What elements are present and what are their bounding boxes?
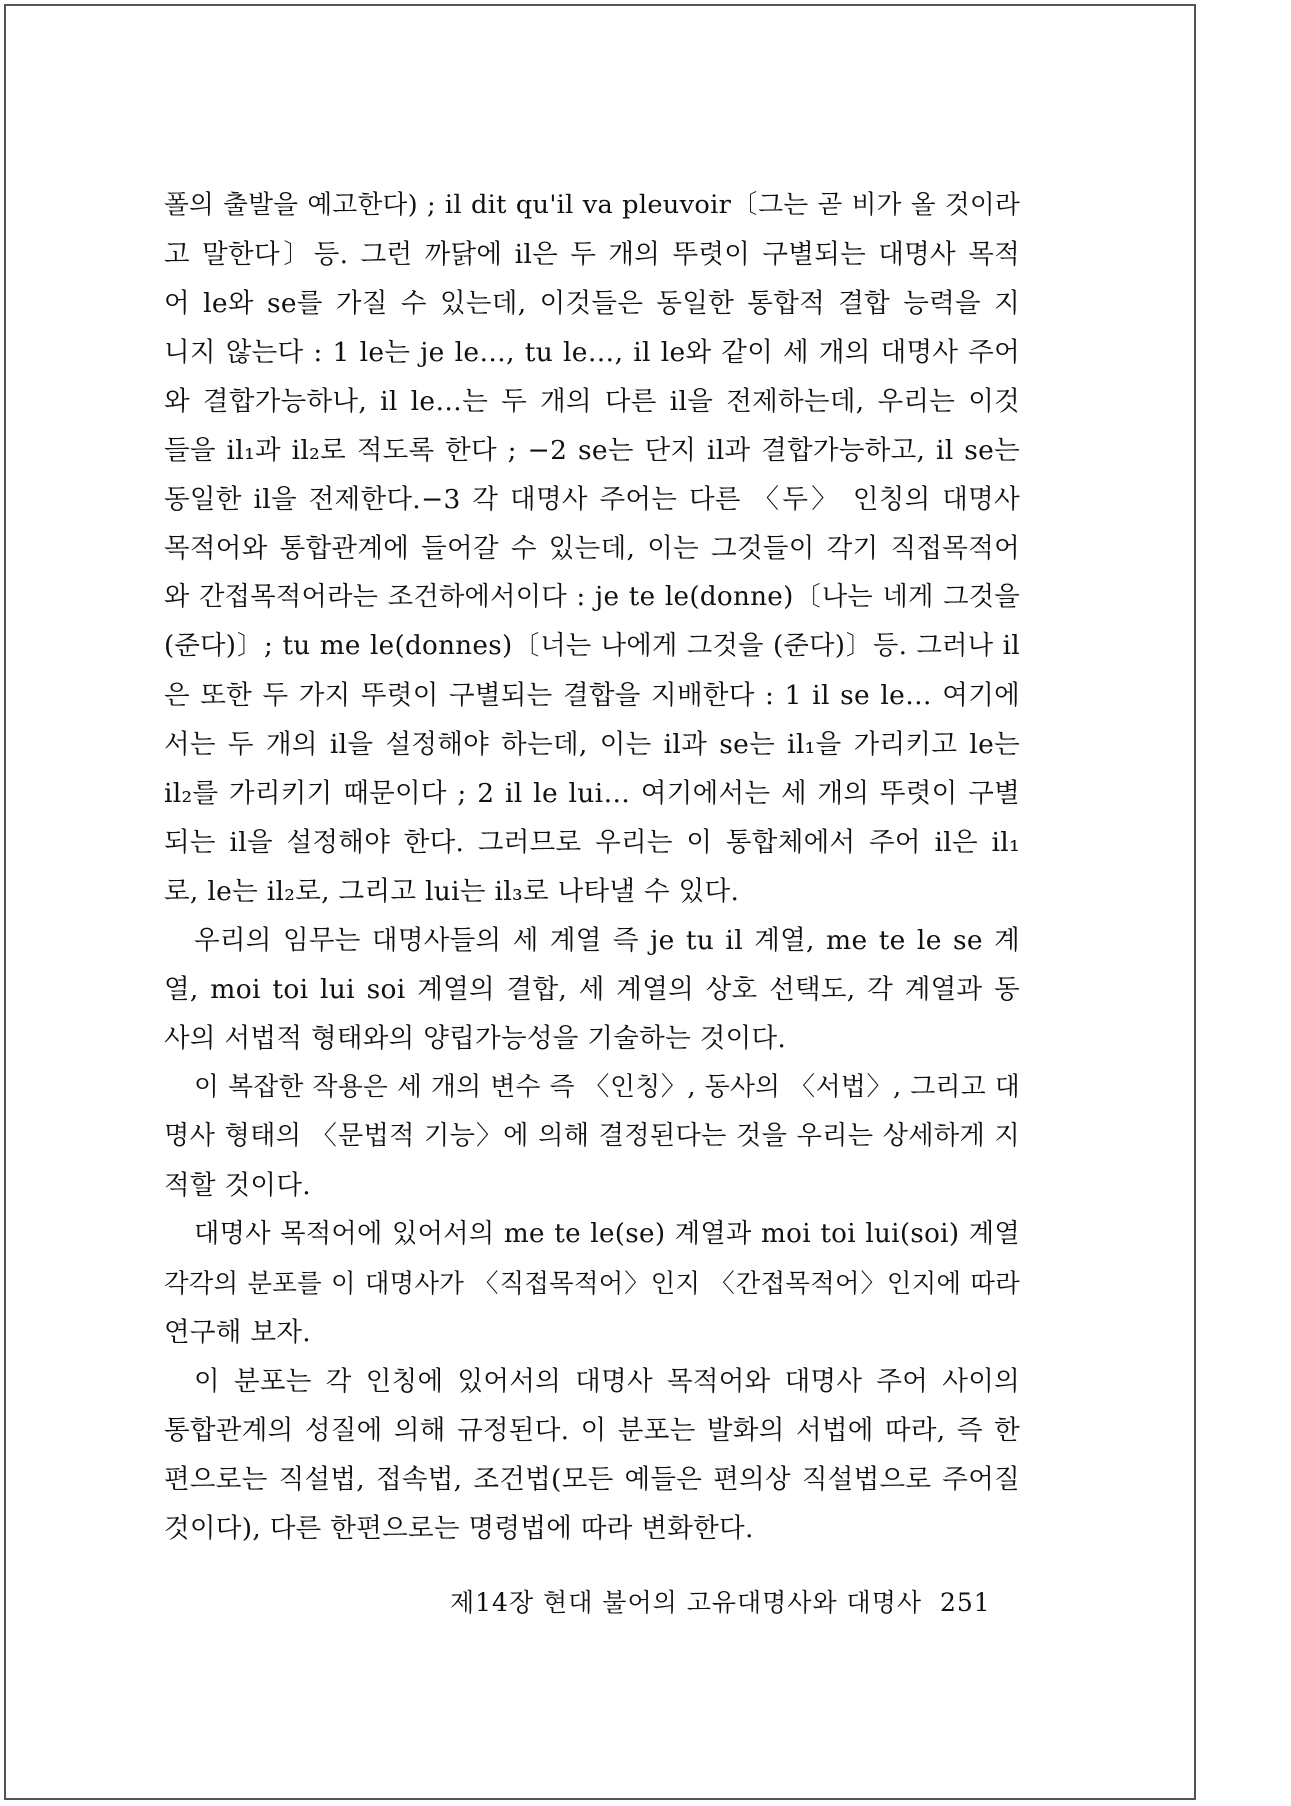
text-line: 사의 서법적 형태와의 양립가능성을 기술하는 것이다.: [164, 1023, 787, 1054]
text-line: 편으로는 직설법, 접속법, 조건법(모든 예들은 편의상 직설법으로 주어질: [164, 1464, 1020, 1495]
text-line: 열, moi toi lui soi 계열의 결합, 세 계열의 상호 선택도, 각 계열과 동: [164, 974, 1020, 1005]
text-line: 명사 형태의 〈문법적 기능〉에 의해 결정된다는 것을 우리는 상세하게 지: [164, 1121, 1020, 1151]
text-line: (준다)〕; tu me le(donnes)〔너는 나에게 그것을 (준다)〕등. 그러나 il: [164, 631, 1020, 661]
text-line: 폴의 출발을 예고한다) ; il dit qu'il va pleuvoir〔그는 곧 비가 올 것이라: [164, 190, 1020, 220]
text-line: 들을 il₁과 il₂로 적도록 한다 ; −2 se는 단지 il과 결합가능하고, il se는: [164, 435, 1020, 466]
text-line: 적할 것이다.: [164, 1170, 311, 1201]
text-line: 은 또한 두 가지 뚜렷이 구별되는 결합을 지배한다 : 1 il se le… 여기에: [164, 680, 1020, 711]
text-line: 되는 il을 설정해야 한다. 그러므로 우리는 이 통합체에서 주어 il은 il₁: [164, 827, 1020, 858]
page-number: 251: [940, 1588, 991, 1617]
text-line: 것이다), 다른 한편으로는 명령법에 따라 변화한다.: [164, 1513, 754, 1544]
text-line: 이 분포는 각 인칭에 있어서의 대명사 목적어와 대명사 주어 사이의: [194, 1366, 1020, 1397]
text-line: 대명사 목적어에 있어서의 me te le(se) 계열과 moi toi lui(soi) 계열: [194, 1219, 1020, 1249]
text-line: il₂를 가리키기 때문이다 ; 2 il le lui… 여기에서는 세 개의 뚜렷이 구별: [164, 778, 1020, 809]
body-text: [164, 181, 1020, 1553]
text-line: 연구해 보자.: [164, 1317, 311, 1348]
text-line: 이 복잡한 작용은 세 개의 변수 즉 〈인칭〉, 동사의 〈서법〉, 그리고 대: [194, 1072, 1020, 1102]
text-line: 통합관계의 성질에 의해 규정된다. 이 분포는 발화의 서법에 따라, 즉 한: [164, 1415, 1020, 1446]
text-line: 와 결합가능하나, il le…는 두 개의 다른 il을 전제하는데, 우리는 이것: [164, 386, 1020, 417]
text-line: 동일한 il을 전제한다.−3 각 대명사 주어는 다른 〈두〉 인칭의 대명사: [164, 484, 1020, 515]
text-line: 로, le는 il₂로, 그리고 lui는 il₃로 나타낼 수 있다.: [164, 876, 740, 907]
text-line: 와 간접목적어라는 조건하에서이다 : je te le(donne)〔나는 네게 그것을: [164, 582, 1020, 612]
running-head: 제14장 현대 불어의 고유대명사와 대명사: [450, 1588, 922, 1617]
text-line: 목적어와 통합관계에 들어갈 수 있는데, 이는 그것들이 각기 직접목적어: [164, 533, 1020, 564]
text-line: 각각의 분포를 이 대명사가 〈직접목적어〉인지 〈간접목적어〉인지에 따라: [164, 1268, 1020, 1298]
text-line: 어 le와 se를 가질 수 있는데, 이것들은 동일한 통합적 결합 능력을 지: [164, 288, 1020, 319]
text-line: 고 말한다〕등. 그런 까닭에 il은 두 개의 뚜렷이 구별되는 대명사 목적: [164, 239, 1020, 270]
page-footer: [450, 1583, 991, 1623]
text-line: 서는 두 개의 il을 설정해야 하는데, 이는 il과 se는 il₁을 가리키고 le는: [164, 729, 1020, 760]
text-line: 우리의 임무는 대명사들의 세 계열 즉 je tu il 계열, me te le se 계: [194, 925, 1020, 956]
text-line: 니지 않는다 : 1 le는 je le…, tu le…, il le와 같이 세 개의 대명사 주어: [164, 337, 1020, 368]
